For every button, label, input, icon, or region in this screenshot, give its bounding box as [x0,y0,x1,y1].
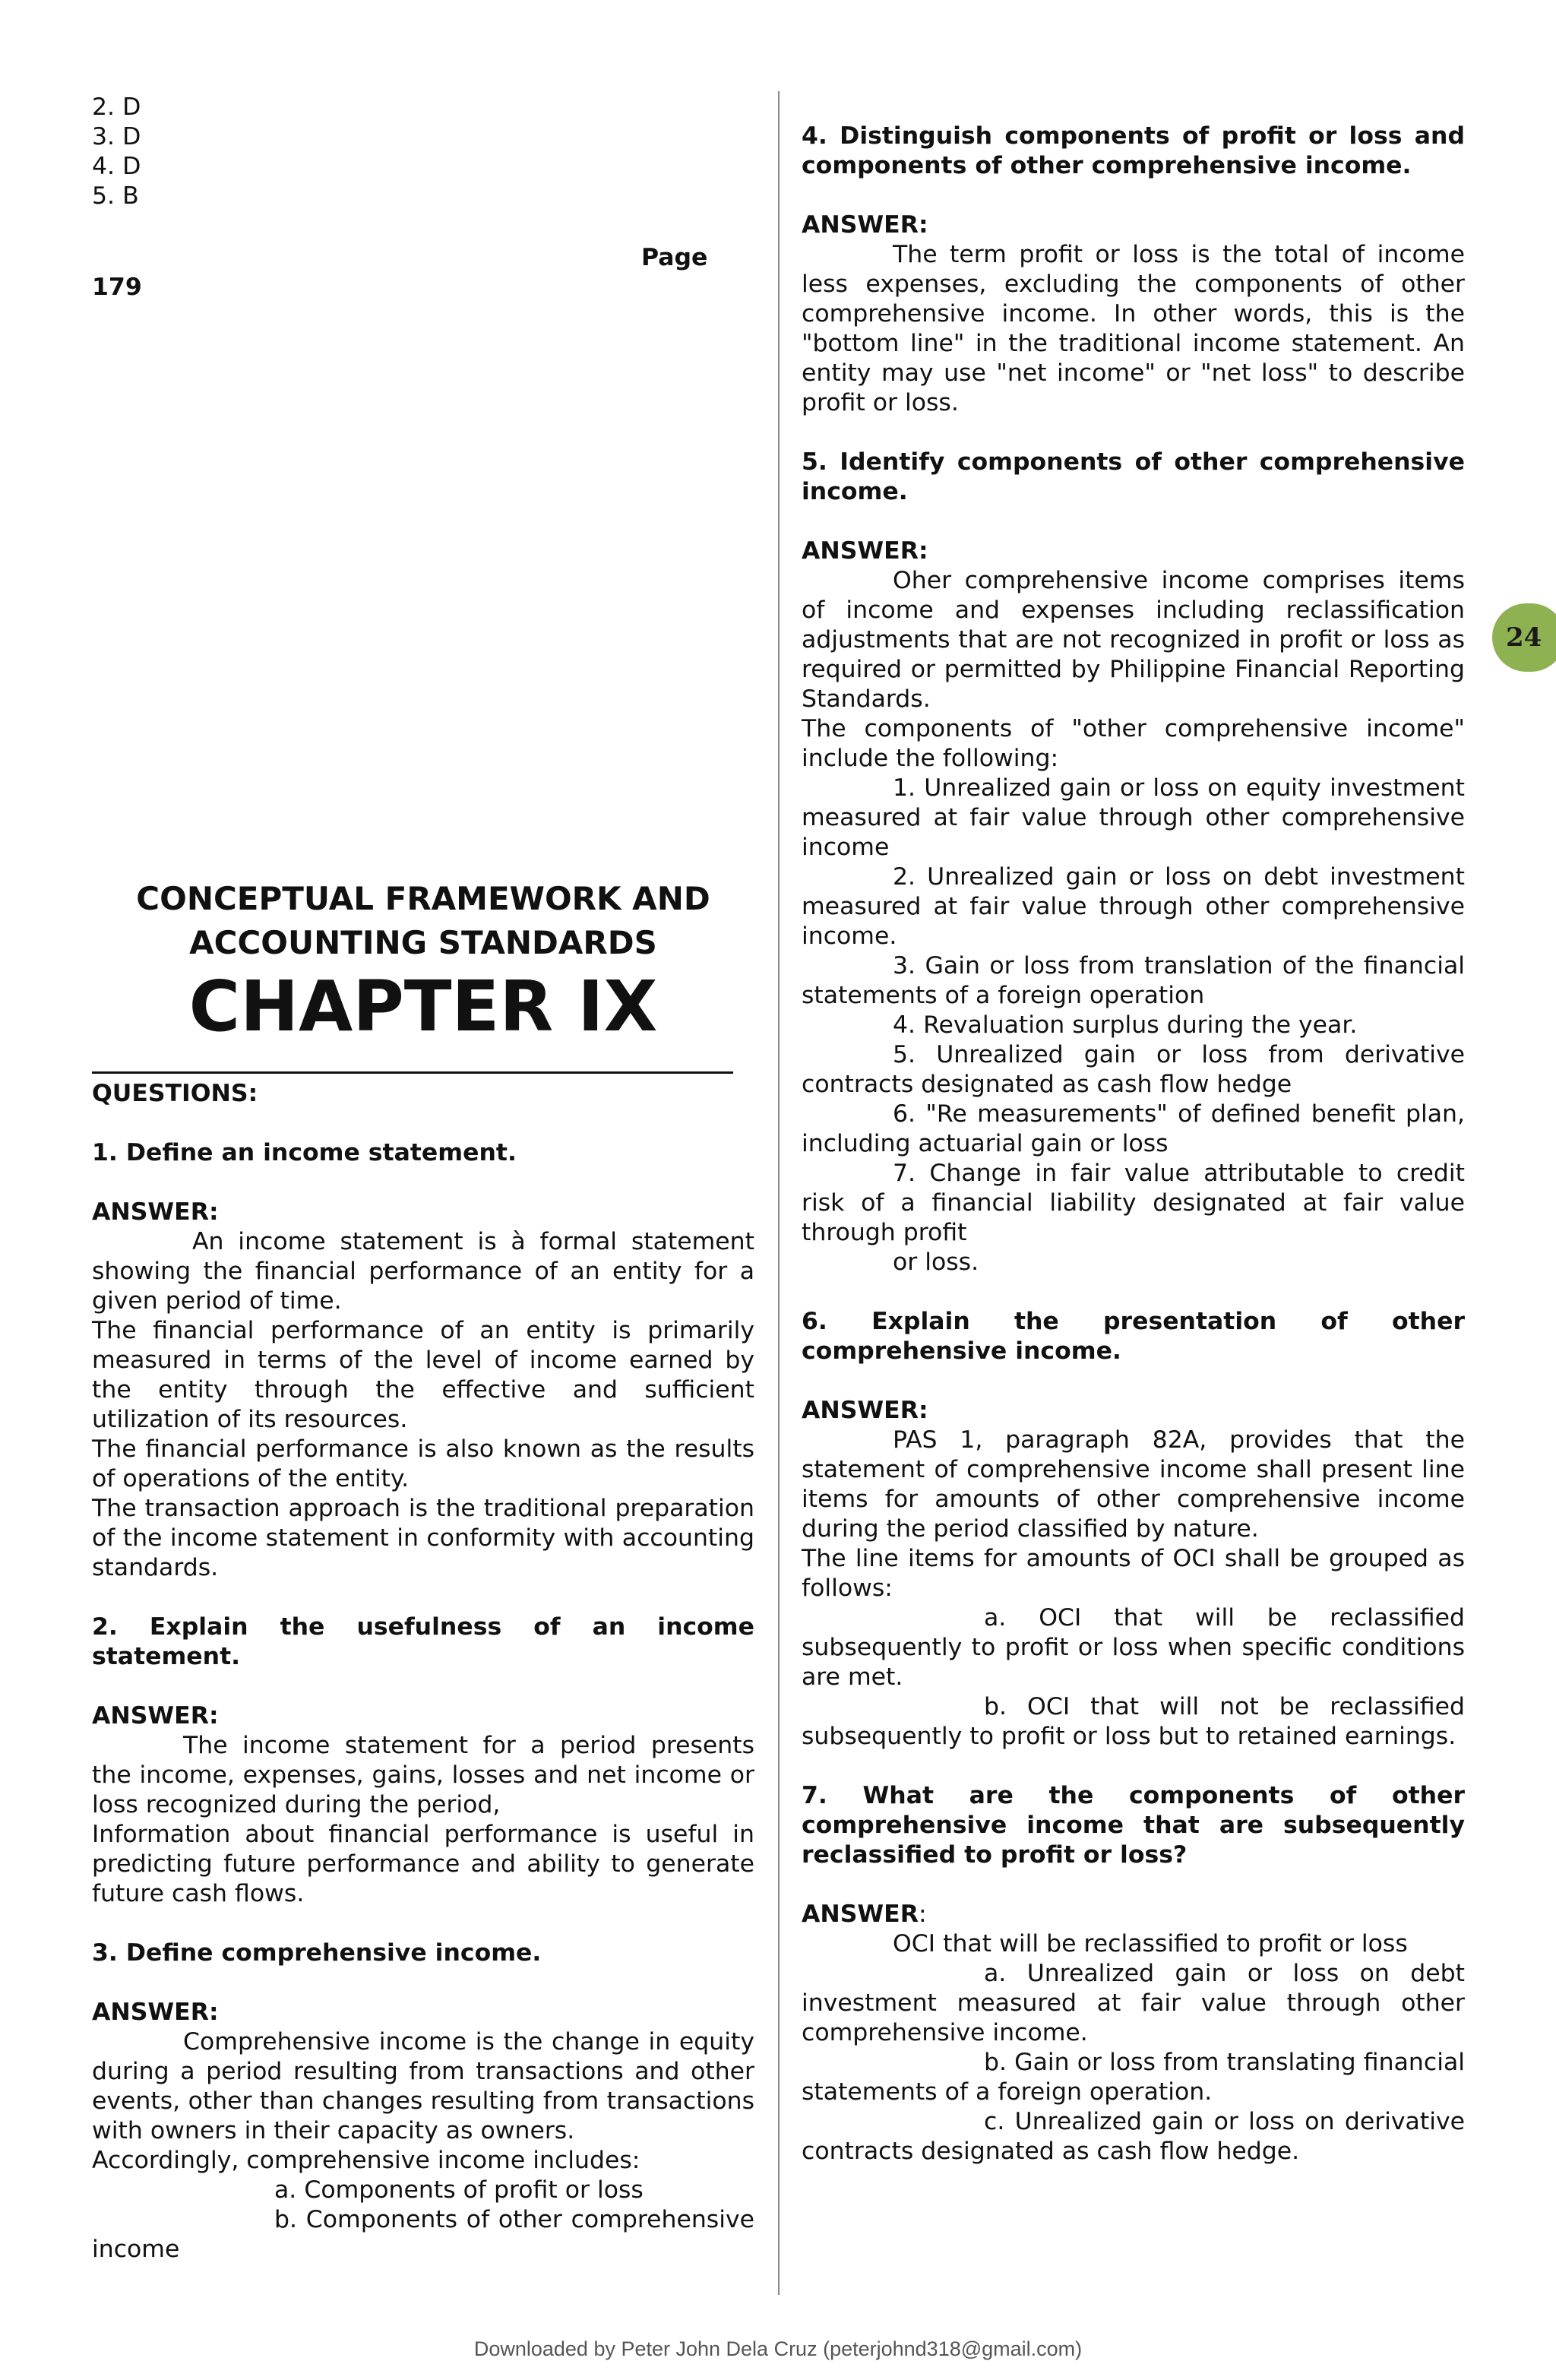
answer-paragraph: The line items for amounts of OCI shall be grouped as follows: [802,1545,1465,1602]
question-4: 4. Distinguish components of profit or loss and components of other comprehensive income. [802,122,1465,179]
answer-label: ANSWER: [802,1397,928,1424]
answer-paragraph: Oher comprehensive income comprises items of income and expenses including reclassification adjustments that are not recognized in profit or loss as required or permitted by Philippine Financial Reporting Standards. [802,567,1465,713]
list-item: 7. Change in fair value attributable to credit risk of a financial liability designated at fair value through profit [802,1160,1465,1246]
question-5: 5. Identify components of other comprehensive income. [802,448,1465,505]
list-item: a. OCI that will be reclassified subsequently to profit or loss when specific conditions are met. [802,1604,1465,1691]
answer-paragraph: The income statement for a period presents the income, expenses, gains, losses and net income or loss recognized during the period, [92,1732,754,1818]
answer-paragraph: The components of "other comprehensive income" include the following: [802,715,1465,772]
answer-paragraph: Accordingly, comprehensive income includes: [92,2147,640,2174]
list-item: c. Unrealized gain or loss on derivative contracts designated as cash flow hedge. [802,2108,1465,2165]
list-item: 2. Unrealized gain or loss on debt investment measured at fair value through other comprehensive income. [802,863,1465,950]
answer-item: 5. B [92,182,139,210]
list-item-continued: or loss. [893,1249,979,1276]
answer-paragraph: An income statement is à formal statement showing the financial performance of an entity for a given period of time. [92,1228,754,1315]
answer-paragraph: The term profit or loss is the total of income less expenses, excluding the components of other comprehensive income. In other words, this is the "bottom line" in the traditional income statement. An entity may use "net income" or "net loss" to describe profit or loss. [802,241,1465,416]
chapter-title-block [92,877,754,1049]
column-divider [778,91,780,2295]
question-3: 3. Define comprehensive income. [92,1939,542,1967]
colon: : [918,1901,927,1928]
answer-item: 2. D [92,93,141,121]
badge-number: 24 [1506,622,1542,653]
right-column-questions [802,122,1465,2166]
question-7: 7. What are the components of other comprehensive income that are subsequently reclassified to profit or loss? [802,1782,1465,1869]
list-item: b. OCI that will not be reclassified subsequently to profit or loss but to retained earnings. [802,1693,1465,1750]
list-item: a. Components of profit or loss [274,2176,644,2204]
page-label: Page [641,244,708,271]
question-1: 1. Define an income statement. [92,1139,517,1166]
answer-paragraph: Comprehensive income is the change in equity during a period resulting from transactions and other events, other than changes resulting from transactions with owners in their capacity as owners. [92,2028,754,2144]
title-rule [92,1071,733,1074]
answer-label: ANSWER: [92,1702,219,1730]
answer-item: 4. D [92,153,141,180]
list-item: 3. Gain or loss from translation of the financial statements of a foreign operation [802,952,1465,1009]
list-item: a. Unrealized gain or loss on debt investment measured at fair value through other comprehensive income. [802,1960,1465,2046]
list-item: 4. Revaluation surplus during the year. [893,1011,1358,1039]
list-item: 6. "Re measurements" of defined benefit plan, including actuarial gain or loss [802,1100,1465,1157]
download-footer: Downloaded by Peter John Dela Cruz (peterjohnd318@gmail.com) [473,2337,1083,2360]
answer-paragraph: Information about financial performance is useful in predicting future performance and ability to generate future cash flows. [92,1821,754,1907]
answer-paragraph: The financial performance is also known as the results of operations of the entity. [92,1435,754,1492]
answer-label-with-colon [802,1900,1465,1929]
page-tab-badge [1492,603,1556,672]
list-item: 5. Unrealized gain or loss from derivative contracts designated as cash flow hedge [802,1041,1465,1098]
answer-paragraph: The transaction approach is the traditional preparation of the income statement in conformity with accounting standards. [92,1495,754,1581]
answer-paragraph: The financial performance of an entity is primarily measured in terms of the level of income earned by the entity through the effective and sufficient utilization of its resources. [92,1317,754,1433]
title-line-2: ACCOUNTING STANDARDS [189,924,657,961]
answer-label: ANSWER: [92,1198,219,1226]
answer-label: ANSWER: [802,211,928,239]
left-column-questions [92,1079,754,2264]
list-item: 1. Unrealized gain or loss on equity investment measured at fair value through other comprehensive income [802,774,1465,861]
answer-paragraph: PAS 1, paragraph 82A, provides that the statement of comprehensive income shall present line items for amounts of other comprehensive income during the period classified by nature. [802,1426,1465,1543]
list-item: b. Components of other comprehensive income [92,2206,754,2263]
title-line-1: CONCEPTUAL FRAMEWORK AND [136,880,710,917]
question-2: 2. Explain the usefulness of an income statement. [92,1613,754,1670]
answer-item: 3. D [92,123,141,150]
page-number: 179 [92,274,142,301]
answer-label: ANSWER: [92,1999,219,2026]
answer-label: ANSWER: [802,537,928,565]
questions-label: QUESTIONS: [92,1080,258,1107]
chapter-heading: CHAPTER IX [188,966,658,1047]
answer-paragraph: OCI that will be reclassified to profit or loss [893,1930,1408,1957]
question-6: 6. Explain the presentation of other comprehensive income. [802,1308,1465,1365]
list-item: b. Gain or loss from translating financial statements of a foreign operation. [802,2049,1465,2106]
answer-label: ANSWER [802,1901,919,1928]
top-answer-list [92,93,754,211]
